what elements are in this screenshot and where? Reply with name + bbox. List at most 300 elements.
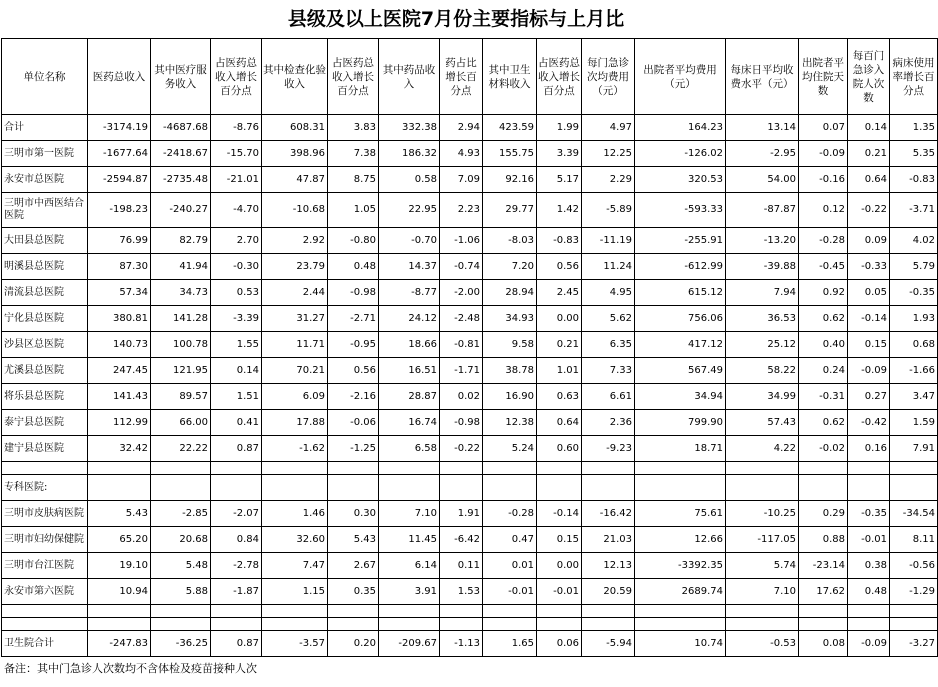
value-cell: 34.93	[483, 306, 537, 332]
value-cell: -0.14	[537, 501, 582, 527]
value-cell: -23.14	[799, 553, 848, 579]
value-cell: 0.48	[328, 254, 379, 280]
value-cell: 380.81	[88, 306, 151, 332]
empty-cell	[328, 475, 379, 501]
value-cell: 398.96	[262, 141, 328, 167]
table-row	[2, 631, 938, 657]
value-cell: -0.98	[328, 280, 379, 306]
value-cell: 0.20	[328, 631, 379, 657]
value-cell: -0.30	[211, 254, 262, 280]
value-cell: 0.68	[890, 332, 938, 358]
value-cell: -2.07	[211, 501, 262, 527]
value-cell: -0.22	[848, 193, 890, 228]
value-cell: 0.01	[483, 553, 537, 579]
value-cell: 5.48	[151, 553, 211, 579]
value-cell: -209.67	[379, 631, 440, 657]
empty-cell	[211, 618, 262, 631]
value-cell: 25.12	[726, 332, 799, 358]
value-cell: 36.53	[726, 306, 799, 332]
empty-cell	[799, 618, 848, 631]
value-cell: 1.55	[211, 332, 262, 358]
value-cell: 3.83	[328, 115, 379, 141]
value-cell: 164.23	[635, 115, 726, 141]
unit-name-cell: 卫生院合计	[2, 631, 88, 657]
value-cell: 4.02	[890, 228, 938, 254]
value-cell: -2.95	[726, 141, 799, 167]
empty-cell	[88, 475, 151, 501]
empty-cell	[151, 618, 211, 631]
value-cell: 141.28	[151, 306, 211, 332]
column-header: 出院者平均费用（元）	[635, 39, 726, 115]
empty-cell	[848, 605, 890, 618]
value-cell: 70.21	[262, 358, 328, 384]
value-cell: 0.56	[328, 358, 379, 384]
value-cell: 0.15	[537, 527, 582, 553]
value-cell: 47.87	[262, 167, 328, 193]
section-row	[2, 475, 938, 501]
value-cell: 417.12	[635, 332, 726, 358]
unit-name-cell: 永安市总医院	[2, 167, 88, 193]
value-cell: -240.27	[151, 193, 211, 228]
empty-cell	[537, 618, 582, 631]
value-cell: 799.90	[635, 410, 726, 436]
value-cell: 7.09	[440, 167, 483, 193]
value-cell: 7.10	[726, 579, 799, 605]
value-cell: -1.25	[328, 436, 379, 462]
value-cell: 7.20	[483, 254, 537, 280]
value-cell: 32.42	[88, 436, 151, 462]
empty-cell	[848, 475, 890, 501]
value-cell: -593.33	[635, 193, 726, 228]
value-cell: -2594.87	[88, 167, 151, 193]
value-cell: -0.14	[848, 306, 890, 332]
value-cell: 0.92	[799, 280, 848, 306]
value-cell: -3.27	[890, 631, 938, 657]
column-header: 占医药总收入增长百分点	[328, 39, 379, 115]
value-cell: 247.45	[88, 358, 151, 384]
column-header: 每门急诊次均费用（元）	[582, 39, 635, 115]
value-cell: -0.28	[483, 501, 537, 527]
value-cell: 100.78	[151, 332, 211, 358]
value-cell: 0.63	[537, 384, 582, 410]
value-cell: -255.91	[635, 228, 726, 254]
value-cell: 1.46	[262, 501, 328, 527]
table-row	[2, 306, 938, 332]
column-header: 其中药品收入	[379, 39, 440, 115]
value-cell: -3.57	[262, 631, 328, 657]
value-cell: 3.91	[379, 579, 440, 605]
value-cell: 5.43	[328, 527, 379, 553]
empty-cell	[635, 618, 726, 631]
value-cell: 5.79	[890, 254, 938, 280]
empty-cell	[635, 605, 726, 618]
empty-cell	[890, 605, 938, 618]
empty-cell	[726, 618, 799, 631]
value-cell: 23.79	[262, 254, 328, 280]
value-cell: -2418.67	[151, 141, 211, 167]
value-cell: -0.80	[328, 228, 379, 254]
value-cell: 2.44	[262, 280, 328, 306]
value-cell: 12.66	[635, 527, 726, 553]
empty-cell	[379, 462, 440, 475]
value-cell: 17.62	[799, 579, 848, 605]
value-cell: 7.47	[262, 553, 328, 579]
value-cell: -0.98	[440, 410, 483, 436]
empty-cell	[483, 618, 537, 631]
unit-name-cell: 尤溪县总医院	[2, 358, 88, 384]
value-cell: -3.39	[211, 306, 262, 332]
table-row	[2, 193, 938, 228]
empty-cell	[440, 462, 483, 475]
value-cell: 332.38	[379, 115, 440, 141]
empty-cell	[537, 475, 582, 501]
column-header: 单位名称	[2, 39, 88, 115]
value-cell: 121.95	[151, 358, 211, 384]
value-cell: 16.90	[483, 384, 537, 410]
value-cell: 20.68	[151, 527, 211, 553]
value-cell: -0.35	[890, 280, 938, 306]
table-row	[2, 527, 938, 553]
value-cell: 92.16	[483, 167, 537, 193]
value-cell: 0.64	[537, 410, 582, 436]
value-cell: 82.79	[151, 228, 211, 254]
unit-name-cell: 明溪县总医院	[2, 254, 88, 280]
value-cell: -0.95	[328, 332, 379, 358]
value-cell: 4.95	[582, 280, 635, 306]
unit-name-cell: 清流县总医院	[2, 280, 88, 306]
value-cell: 8.11	[890, 527, 938, 553]
value-cell: -0.53	[726, 631, 799, 657]
value-cell: 18.71	[635, 436, 726, 462]
value-cell: 141.43	[88, 384, 151, 410]
column-header: 每百门急诊入院人次数	[848, 39, 890, 115]
unit-name-cell: 泰宁县总医院	[2, 410, 88, 436]
empty-cell	[848, 462, 890, 475]
table-row	[2, 228, 938, 254]
value-cell: 11.45	[379, 527, 440, 553]
value-cell: 0.47	[483, 527, 537, 553]
value-cell: -612.99	[635, 254, 726, 280]
value-cell: -10.68	[262, 193, 328, 228]
table-row	[2, 167, 938, 193]
empty-cell	[151, 475, 211, 501]
value-cell: 16.51	[379, 358, 440, 384]
value-cell: -0.83	[537, 228, 582, 254]
value-cell: 0.16	[848, 436, 890, 462]
value-cell: -3392.35	[635, 553, 726, 579]
value-cell: -0.01	[483, 579, 537, 605]
spacer-row	[2, 462, 938, 475]
value-cell: 5.62	[582, 306, 635, 332]
value-cell: -2735.48	[151, 167, 211, 193]
table-row	[2, 115, 938, 141]
value-cell: 58.22	[726, 358, 799, 384]
empty-cell	[582, 618, 635, 631]
value-cell: -13.20	[726, 228, 799, 254]
empty-cell	[726, 475, 799, 501]
value-cell: 2689.74	[635, 579, 726, 605]
empty-cell	[890, 475, 938, 501]
value-cell: 20.59	[582, 579, 635, 605]
value-cell: 28.87	[379, 384, 440, 410]
value-cell: 21.03	[582, 527, 635, 553]
empty-cell	[211, 605, 262, 618]
value-cell: 1.91	[440, 501, 483, 527]
unit-name-cell: 建宁县总医院	[2, 436, 88, 462]
value-cell: 1.15	[262, 579, 328, 605]
column-header: 医药总收入	[88, 39, 151, 115]
value-cell: 140.73	[88, 332, 151, 358]
unit-name-cell: 永安市第六医院	[2, 579, 88, 605]
value-cell: 5.35	[890, 141, 938, 167]
column-header: 药占比增长百分点	[440, 39, 483, 115]
value-cell: 0.64	[848, 167, 890, 193]
value-cell: 0.30	[328, 501, 379, 527]
value-cell: 5.88	[151, 579, 211, 605]
value-cell: -0.74	[440, 254, 483, 280]
value-cell: -0.81	[440, 332, 483, 358]
value-cell: 2.92	[262, 228, 328, 254]
unit-name-cell: 三明市台江医院	[2, 553, 88, 579]
empty-cell	[537, 462, 582, 475]
value-cell: 0.11	[440, 553, 483, 579]
value-cell: -8.76	[211, 115, 262, 141]
value-cell: -1.66	[890, 358, 938, 384]
value-cell: 14.37	[379, 254, 440, 280]
value-cell: 34.94	[635, 384, 726, 410]
value-cell: 1.42	[537, 193, 582, 228]
value-cell: -0.45	[799, 254, 848, 280]
value-cell: 0.58	[379, 167, 440, 193]
value-cell: 0.38	[848, 553, 890, 579]
value-cell: 1.51	[211, 384, 262, 410]
value-cell: 2.29	[582, 167, 635, 193]
value-cell: -1.13	[440, 631, 483, 657]
empty-cell	[483, 605, 537, 618]
empty-cell	[799, 605, 848, 618]
empty-cell	[483, 462, 537, 475]
value-cell: 57.43	[726, 410, 799, 436]
unit-name-cell: 三明市妇幼保健院	[2, 527, 88, 553]
empty-cell	[88, 605, 151, 618]
value-cell: 0.87	[211, 631, 262, 657]
value-cell: 0.21	[537, 332, 582, 358]
value-cell: 155.75	[483, 141, 537, 167]
section-label: 专科医院:	[2, 475, 88, 501]
value-cell: 1.65	[483, 631, 537, 657]
value-cell: 423.59	[483, 115, 537, 141]
value-cell: 0.53	[211, 280, 262, 306]
value-cell: -0.09	[799, 141, 848, 167]
value-cell: 0.15	[848, 332, 890, 358]
value-cell: 32.60	[262, 527, 328, 553]
empty-cell	[328, 618, 379, 631]
value-cell: 0.14	[211, 358, 262, 384]
empty-cell	[726, 462, 799, 475]
empty-cell	[88, 618, 151, 631]
empty-cell	[88, 462, 151, 475]
value-cell: -0.09	[848, 358, 890, 384]
empty-cell	[379, 475, 440, 501]
value-cell: -2.48	[440, 306, 483, 332]
value-cell: 41.94	[151, 254, 211, 280]
empty-cell	[799, 475, 848, 501]
empty-cell	[848, 618, 890, 631]
value-cell: 10.74	[635, 631, 726, 657]
empty-cell	[537, 605, 582, 618]
value-cell: 54.00	[726, 167, 799, 193]
value-cell: 38.78	[483, 358, 537, 384]
value-cell: -10.25	[726, 501, 799, 527]
unit-name-cell: 沙县区总医院	[2, 332, 88, 358]
value-cell: 1.93	[890, 306, 938, 332]
value-cell: 0.88	[799, 527, 848, 553]
value-cell: 5.17	[537, 167, 582, 193]
value-cell: -1.87	[211, 579, 262, 605]
table-row	[2, 141, 938, 167]
value-cell: 11.24	[582, 254, 635, 280]
value-cell: 87.30	[88, 254, 151, 280]
value-cell: 6.35	[582, 332, 635, 358]
value-cell: 75.61	[635, 501, 726, 527]
value-cell: -11.19	[582, 228, 635, 254]
value-cell: 320.53	[635, 167, 726, 193]
value-cell: 10.94	[88, 579, 151, 605]
value-cell: 608.31	[262, 115, 328, 141]
value-cell: 5.24	[483, 436, 537, 462]
value-cell: -1.29	[890, 579, 938, 605]
empty-cell	[262, 475, 328, 501]
value-cell: 756.06	[635, 306, 726, 332]
table-row	[2, 280, 938, 306]
column-header: 其中医疗服务收入	[151, 39, 211, 115]
empty-cell	[379, 605, 440, 618]
indicator-table	[1, 38, 938, 657]
column-header: 出院者平均住院天数	[799, 39, 848, 115]
value-cell: -0.83	[890, 167, 938, 193]
value-cell: 0.40	[799, 332, 848, 358]
value-cell: 1.99	[537, 115, 582, 141]
value-cell: -0.09	[848, 631, 890, 657]
empty-cell	[890, 618, 938, 631]
empty-cell	[211, 462, 262, 475]
value-cell: 18.66	[379, 332, 440, 358]
table-row	[2, 410, 938, 436]
column-header: 病床使用率增长百分点	[890, 39, 938, 115]
value-cell: -1.71	[440, 358, 483, 384]
empty-cell	[262, 605, 328, 618]
page-title: 县级及以上医院7月份主要指标与上月比	[287, 8, 625, 30]
table-row	[2, 553, 938, 579]
value-cell: 0.07	[799, 115, 848, 141]
value-cell: 19.10	[88, 553, 151, 579]
value-cell: 1.01	[537, 358, 582, 384]
empty-cell	[262, 462, 328, 475]
table-row	[2, 579, 938, 605]
column-header: 占医药总收入增长百分点	[537, 39, 582, 115]
value-cell: 112.99	[88, 410, 151, 436]
empty-cell	[726, 605, 799, 618]
empty-cell	[262, 618, 328, 631]
value-cell: 65.20	[88, 527, 151, 553]
value-cell: 22.22	[151, 436, 211, 462]
empty-cell	[483, 475, 537, 501]
empty-cell	[440, 605, 483, 618]
value-cell: 4.22	[726, 436, 799, 462]
value-cell: 29.77	[483, 193, 537, 228]
value-cell: 0.48	[848, 579, 890, 605]
value-cell: 34.99	[726, 384, 799, 410]
value-cell: 0.12	[799, 193, 848, 228]
value-cell: 4.93	[440, 141, 483, 167]
value-cell: 1.53	[440, 579, 483, 605]
column-header: 其中卫生材料收入	[483, 39, 537, 115]
value-cell: -3.71	[890, 193, 938, 228]
value-cell: 7.91	[890, 436, 938, 462]
value-cell: -2.85	[151, 501, 211, 527]
value-cell: 24.12	[379, 306, 440, 332]
value-cell: 6.58	[379, 436, 440, 462]
value-cell: -0.70	[379, 228, 440, 254]
footnote: 备注：其中门急诊人次数均不含体检及疫苗接种人次	[4, 662, 257, 675]
value-cell: 5.43	[88, 501, 151, 527]
empty-cell	[635, 475, 726, 501]
value-cell: 0.60	[537, 436, 582, 462]
value-cell: 12.25	[582, 141, 635, 167]
value-cell: -0.33	[848, 254, 890, 280]
empty-cell	[328, 462, 379, 475]
value-cell: 12.38	[483, 410, 537, 436]
value-cell: -87.87	[726, 193, 799, 228]
value-cell: 0.00	[537, 306, 582, 332]
value-cell: 567.49	[635, 358, 726, 384]
empty-cell	[582, 605, 635, 618]
value-cell: -198.23	[88, 193, 151, 228]
value-cell: 89.57	[151, 384, 211, 410]
value-cell: -8.77	[379, 280, 440, 306]
empty-cell	[151, 462, 211, 475]
value-cell: 1.35	[890, 115, 938, 141]
value-cell: 0.35	[328, 579, 379, 605]
value-cell: 5.74	[726, 553, 799, 579]
value-cell: 1.05	[328, 193, 379, 228]
value-cell: 186.32	[379, 141, 440, 167]
value-cell: -0.22	[440, 436, 483, 462]
value-cell: 8.75	[328, 167, 379, 193]
value-cell: 0.05	[848, 280, 890, 306]
value-cell: 17.88	[262, 410, 328, 436]
value-cell: -0.56	[890, 553, 938, 579]
value-cell: 0.08	[799, 631, 848, 657]
value-cell: 0.62	[799, 306, 848, 332]
value-cell: -16.42	[582, 501, 635, 527]
value-cell: 0.29	[799, 501, 848, 527]
value-cell: 0.00	[537, 553, 582, 579]
value-cell: 6.14	[379, 553, 440, 579]
value-cell: 9.58	[483, 332, 537, 358]
value-cell: 13.14	[726, 115, 799, 141]
value-cell: -126.02	[635, 141, 726, 167]
value-cell: -5.89	[582, 193, 635, 228]
value-cell: 0.24	[799, 358, 848, 384]
table-row	[2, 358, 938, 384]
value-cell: 7.33	[582, 358, 635, 384]
value-cell: 2.45	[537, 280, 582, 306]
value-cell: 0.41	[211, 410, 262, 436]
value-cell: 2.67	[328, 553, 379, 579]
value-cell: 7.10	[379, 501, 440, 527]
column-header: 其中检查化验收入	[262, 39, 328, 115]
